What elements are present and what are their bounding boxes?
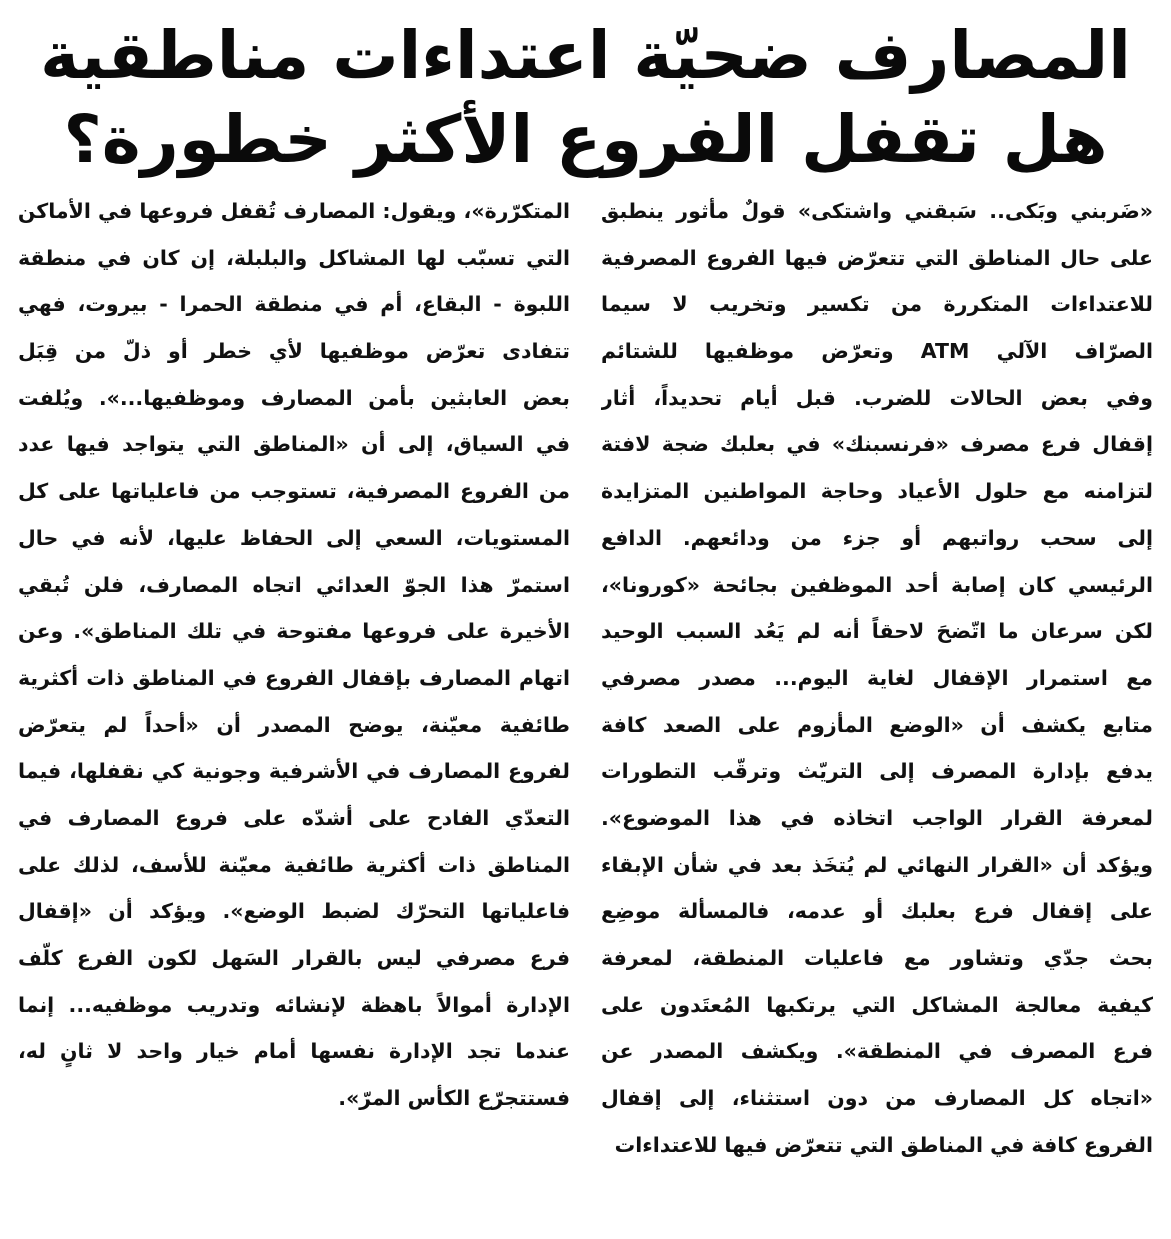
- text-line: الصرّاف الآلي ATM وتعرّض موظفيها للشتائم: [601, 339, 1153, 364]
- text-line: مع استمرار الإقفال لغاية اليوم... مصدر مصرفي: [601, 665, 1153, 690]
- text-line: بحث جدّي وتشاور مع فاعليات المنطقة، لمعرفة: [601, 946, 1153, 970]
- text-line: اللبوة - البقاع، أم في منطقة الحمرا - بيروت، فهي: [18, 292, 570, 317]
- column-left: [18, 188, 570, 1215]
- text-line: الإدارة أموالاً باهظة لإنشائه وتدريب موظفيه... إنما: [18, 992, 570, 1017]
- text-line: وفي بعض الحالات للضرب. قبل أيام تحديداً، أثار: [601, 385, 1153, 410]
- text-line: على إقفال فرع بعلبك أو عدمه، فالمسألة موضِع: [601, 899, 1153, 924]
- article-body: [18, 188, 1153, 1215]
- text-line: بعض العابثين بأمن المصارف وموظفيها...». ويُلفت: [18, 385, 570, 410]
- text-line: فرع مصرفي ليس بالقرار السَهل لكون الفرع كلّف: [18, 946, 570, 970]
- text-line: على حال المناطق التي تتعرّض فيها الفروع المصرفية: [601, 245, 1153, 270]
- text-line: إقفال فرع مصرف «فرنسبنك» في بعلبك ضجة لافتة: [601, 432, 1153, 457]
- headline-line-2: هل تقفل الفروع الأكثر خطورة؟: [63, 101, 1108, 178]
- text-line: فستتجرّع الكأس المرّ».: [338, 1086, 570, 1111]
- text-line: فاعلياتها التحرّك لضبط الوضع». ويؤكد أن «إقفال: [18, 899, 570, 924]
- text-line: لكن سرعان ما اتّضحَ لاحقاً أنه لم يَعُد السبب الوحيد: [601, 619, 1153, 644]
- text-line: المتكرّرة»، ويقول: المصارف تُقفل فروعها في الأماكن: [18, 199, 570, 223]
- text-line: ويؤكد أن «القرار النهائي لم يُتخَذ بعد في شأن الإبقاء: [601, 852, 1153, 877]
- text-line: من الفروع المصرفية، تستوجب من فاعلياتها على كل: [18, 479, 570, 504]
- text-line: عندما تجد الإدارة نفسها أمام خيار واحد لا ثانٍ له،: [18, 1039, 570, 1064]
- text-line: للاعتداءات المتكررة من تكسير وتخريب لا سيما: [601, 292, 1153, 317]
- text-line: لتزامنه مع حلول الأعياد وحاجة المواطنين المتزايدة: [601, 479, 1153, 504]
- text-line: فرع المصرف في المنطقة». ويكشف المصدر عن: [601, 1039, 1153, 1064]
- text-line: لمعرفة القرار الواجب اتخاذه في هذا الموضوع».: [601, 805, 1153, 830]
- text-line: استمرّ هذا الجوّ العدائي اتجاه المصارف، فلن تُبقي: [18, 572, 570, 597]
- text-line: تتفادى تعرّض موظفيها لأي خطر أو ذلّ من قِبَل: [18, 339, 570, 364]
- column-right: [601, 188, 1153, 1215]
- text-line: إلى سحب رواتبهم أو جزء من ودائعهم. الدافع: [601, 525, 1153, 550]
- text-line: «ضَربني وبَكى.. سَبقني واشتكى» قولٌ مأثور ينطبق: [601, 199, 1153, 223]
- text-line: المستويات، السعي إلى الحفاظ عليها، لأنه في حال: [18, 525, 570, 550]
- headline-line-1: المصارف ضحيّة اعتداءات مناطقية: [40, 17, 1131, 94]
- text-line: التي تسبّب لها المشاكل والبلبلة، إن كان في منطقة: [18, 245, 570, 270]
- text-line: التعدّي الفادح على أشدّه على فروع المصارف في: [18, 805, 570, 830]
- text-line: اتهام المصارف بإقفال الفروع في المناطق ذات أكثرية: [18, 665, 570, 690]
- text-line: كيفية معالجة المشاكل التي يرتكبها المُعتَدون على: [601, 992, 1153, 1017]
- text-line: الرئيسي كان إصابة أحد الموظفين بجائحة «كورونا»،: [601, 572, 1153, 597]
- text-line: لفروع المصارف في الأشرفية وجونية كي نقفلها، فيما: [18, 759, 570, 784]
- text-line: يدفع بإدارة المصرف إلى التريّث وترقّب التطورات: [601, 759, 1153, 784]
- text-line: المناطق ذات أكثرية طائفية معيّنة للأسف، لذلك على: [18, 852, 570, 877]
- text-line: «اتجاه كل المصارف من دون استثناء، إلى إقفال: [601, 1086, 1153, 1111]
- text-line: الأخيرة على فروعها مفتوحة في تلك المناطق». وعن: [18, 619, 570, 644]
- text-line: متابع يكشف أن «الوضع المأزوم على الصعد كافة: [601, 712, 1153, 737]
- text-line: الفروع كافة في المناطق التي تتعرّض فيها للاعتداءات: [614, 1132, 1153, 1157]
- text-line: طائفية معيّنة، يوضح المصدر أن «أحداً لم يتعرّض: [18, 712, 570, 737]
- text-line: في السياق، إلى أن «المناطق التي يتواجد فيها عدد: [18, 432, 570, 457]
